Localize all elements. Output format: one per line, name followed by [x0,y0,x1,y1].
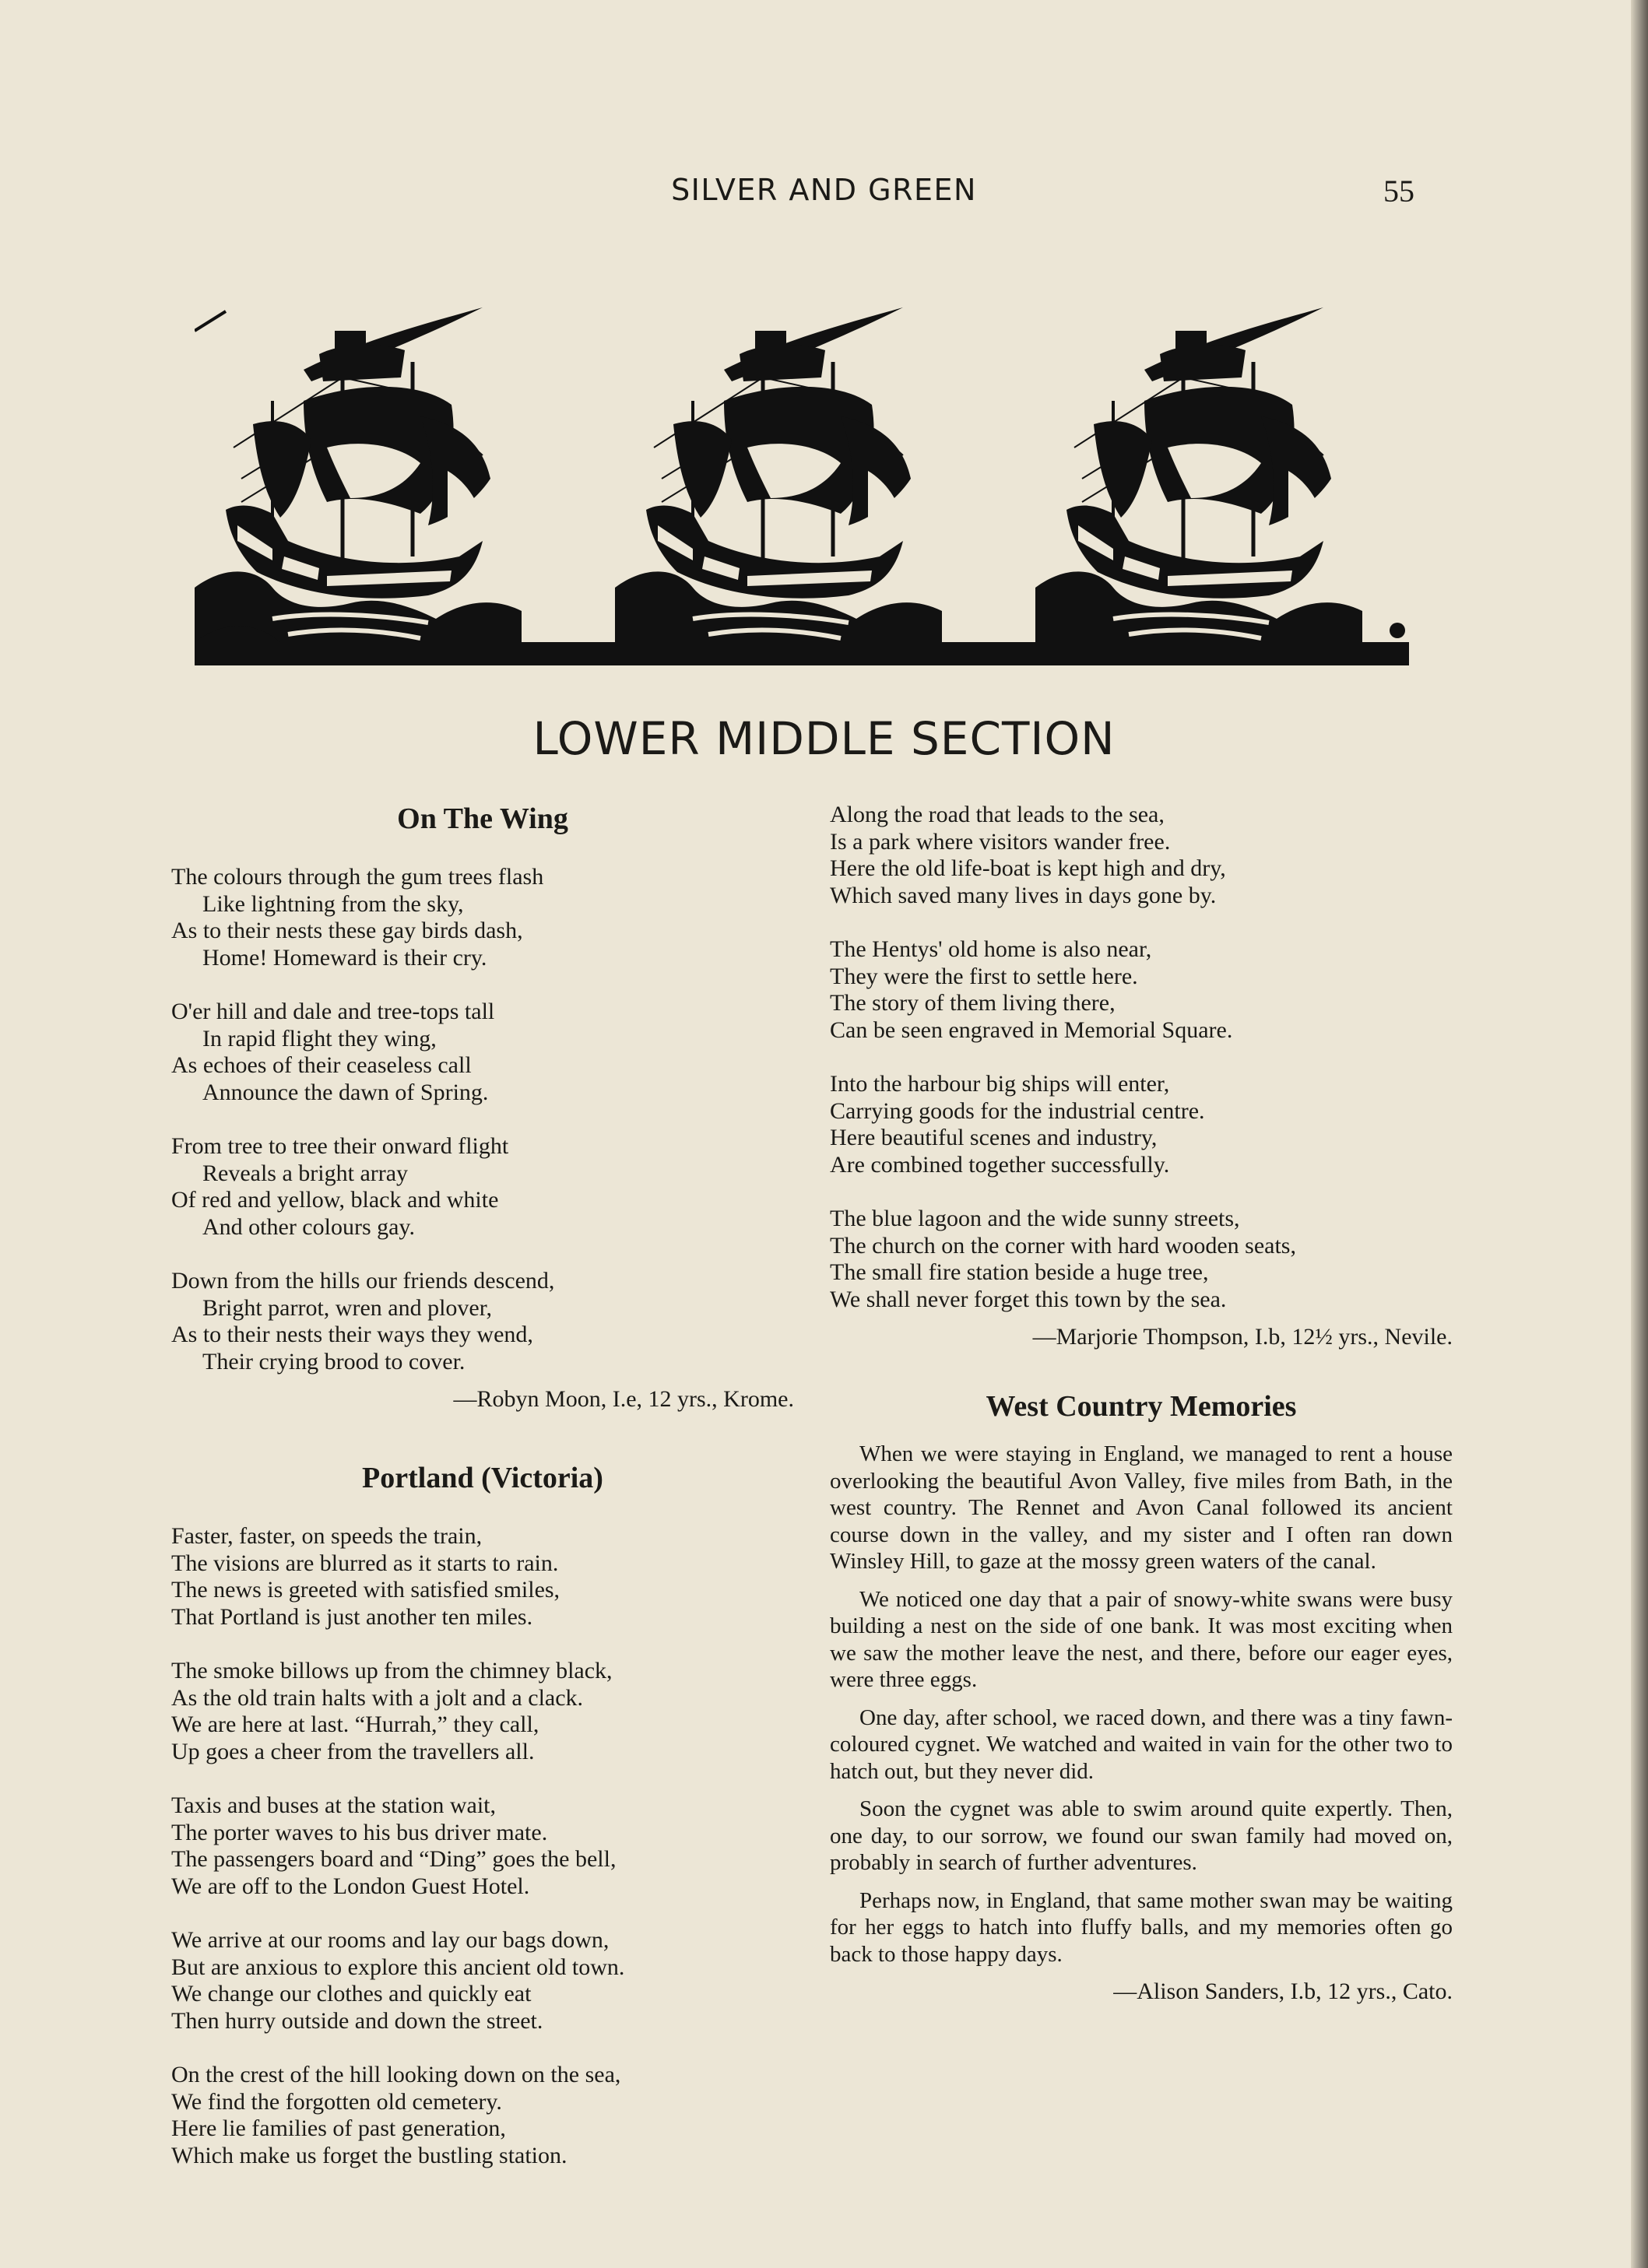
poem-line: As to their nests their ways they wend, [171,1322,533,1347]
left-column [171,802,794,2196]
paragraph: One day, after school, we raced down, and there was a tiny fawn-coloured cygnet. We watched and waited in vain for the other two to hatch out, but they never did. [830,1705,1453,1784]
prose-title-west-country-memories: West Country Memories [986,1390,1297,1423]
poem-line: The church on the corner with hard wooden seats, [830,1232,1296,1259]
poem-line: But are anxious to explore this ancient old town. [171,1954,625,1980]
poem-line: The story of them living there, [830,990,1116,1016]
poem-line: We are here at last. “Hurrah,” they call, [171,1712,539,1737]
poem-line: In rapid flight they wing, [202,1025,437,1051]
author-credit: —Robyn Moon, I.e, 12 yrs., Krome. [453,1386,794,1412]
poem-line: The porter waves to his bus driver mate. [171,1819,548,1845]
poem-line: We shall never forget this town by the sea. [830,1286,1227,1312]
poem-line: Taxis and buses at the station wait, [171,1792,496,1818]
poem-line: Home! Homeward is their cry. [202,944,487,971]
poem-line: Down from the hills our friends descend, [171,1268,555,1294]
poem-title-on-the-wing: On The Wing [397,802,568,835]
poem-line: Up goes a cheer from the travellers all. [171,1738,535,1764]
poem-line: O'er hill and dale and tree-tops tall [171,999,495,1024]
poem-line: The smoke billows up from the chimney black, [171,1658,613,1683]
poem-line: Carrying goods for the industrial centre. [830,1097,1205,1124]
poem-line: We are off to the London Guest Hotel. [171,1873,530,1899]
paragraph: We noticed one day that a pair of snowy-white swans were busy building a nest on the side of one bank. It was most exciting when we saw the mother leave the nest, and there, before our eager eyes, were three eggs. [830,1586,1453,1692]
poem-line: Into the harbour big ships will enter, [830,1071,1170,1097]
poem-line: On the crest of the hill looking down on the sea, [171,2062,621,2087]
author-credit: —Alison Sanders, I.b, 12 yrs., Cato. [1113,1978,1453,2004]
paragraph: Perhaps now, in England, that same mother swan may be waiting for her eggs to hatch into fluffy balls, and my memories often go back to those happy days. [830,1887,1453,1967]
poem-line: Faster, faster, on speeds the train, [171,1523,483,1549]
poem-line: The visions are blurred as it starts to rain. [171,1550,559,1576]
poem-line: We change our clothes and quickly eat [171,1981,532,2006]
stanza [830,1071,1453,1178]
poem-line: Are combined together successfully. [830,1151,1170,1178]
page-number: 55 [1383,174,1414,209]
paragraph: Soon the cygnet was able to swim around quite expertly. Then, one day, to our sorrow, we found our swan family had moved on, probably in search of further adventures. [830,1796,1453,1875]
poem-line: Can be seen engraved in Memorial Square. [830,1016,1233,1043]
stanza [171,999,794,1106]
poem-line: As to their nests these gay birds dash, [171,918,523,943]
poem-line: Here the old life-boat is kept high and dry, [830,855,1226,881]
right-column [830,802,1453,2005]
poem-line: Which make us forget the bustling station. [171,2142,567,2168]
poem-line: Then hurry outside and down the street. [171,2007,543,2034]
author-credit: —Marjorie Thompson, I.b, 12½ yrs., Nevile. [1032,1324,1453,1350]
poem-line: Here beautiful scenes and industry, [830,1125,1158,1150]
poem-line: Is a park where visitors wander free. [830,828,1171,855]
stanza [171,2062,794,2169]
poem-line: Here lie families of past generation, [171,2115,506,2141]
poem-line: Reveals a bright array [202,1160,409,1186]
stanza [830,1206,1453,1313]
poem-line: We find the forgotten old cemetery. [171,2088,502,2115]
ships-illustration [195,276,1409,665]
poem-line: The blue lagoon and the wide sunny streets, [830,1206,1240,1231]
poem-line: As the old train halts with a jolt and a clack. [171,1684,584,1711]
poem-line: Along the road that leads to the sea, [830,802,1165,827]
poem-line: They were the first to settle here. [830,963,1138,989]
poem-line: Of red and yellow, black and white [171,1187,499,1213]
poem-line: That Portland is just another ten miles. [171,1603,533,1630]
page-header [0,173,1648,219]
stanza [171,1927,794,2035]
poem-line: And other colours gay. [202,1213,415,1240]
stanza [171,1523,794,1631]
section-title: LOWER MIDDLE SECTION [532,712,1116,765]
poem-line: Their crying brood to cover. [202,1348,466,1374]
poem-line: The news is greeted with satisfied smiles, [171,1577,560,1603]
stanza [830,802,1453,909]
paragraph: When we were staying in England, we managed to rent a house overlooking the beautiful Avon Valley, five miles from Bath, in the west country. The Rennet and Avon Canal followed its ancient course down in the valley, and my sister and I often ran down Winsley Hill, to gaze at the mossy green waters of the canal. [830,1441,1453,1574]
poem-line: Like lightning from the sky, [202,890,464,917]
poem-line: From tree to tree their onward flight [171,1133,509,1159]
stanza [171,1658,794,1765]
stanza [171,864,794,971]
page-edge [1631,0,1648,2268]
stanza [830,936,1453,1044]
poem-line: The Hentys' old home is also near, [830,936,1152,962]
poem-line: Which saved many lives in days gone by. [830,882,1217,908]
poem-line: The passengers board and “Ding” goes the bell, [171,1846,617,1872]
stanza [171,1133,794,1241]
poem-line: Announce the dawn of Spring. [202,1079,489,1105]
poem-line: Bright parrot, wren and plover, [202,1294,493,1321]
poem-title-portland: Portland (Victoria) [362,1462,603,1494]
poem-line: We arrive at our rooms and lay our bags down, [171,1927,610,1953]
poem-line: The small fire station beside a huge tree, [830,1259,1209,1285]
poem-line: As echoes of their ceaseless call [171,1052,472,1078]
poem-line: The colours through the gum trees flash [171,864,544,890]
stanza [171,1792,794,1900]
stanza [171,1268,794,1375]
running-title: SILVER AND GREEN [671,173,977,207]
